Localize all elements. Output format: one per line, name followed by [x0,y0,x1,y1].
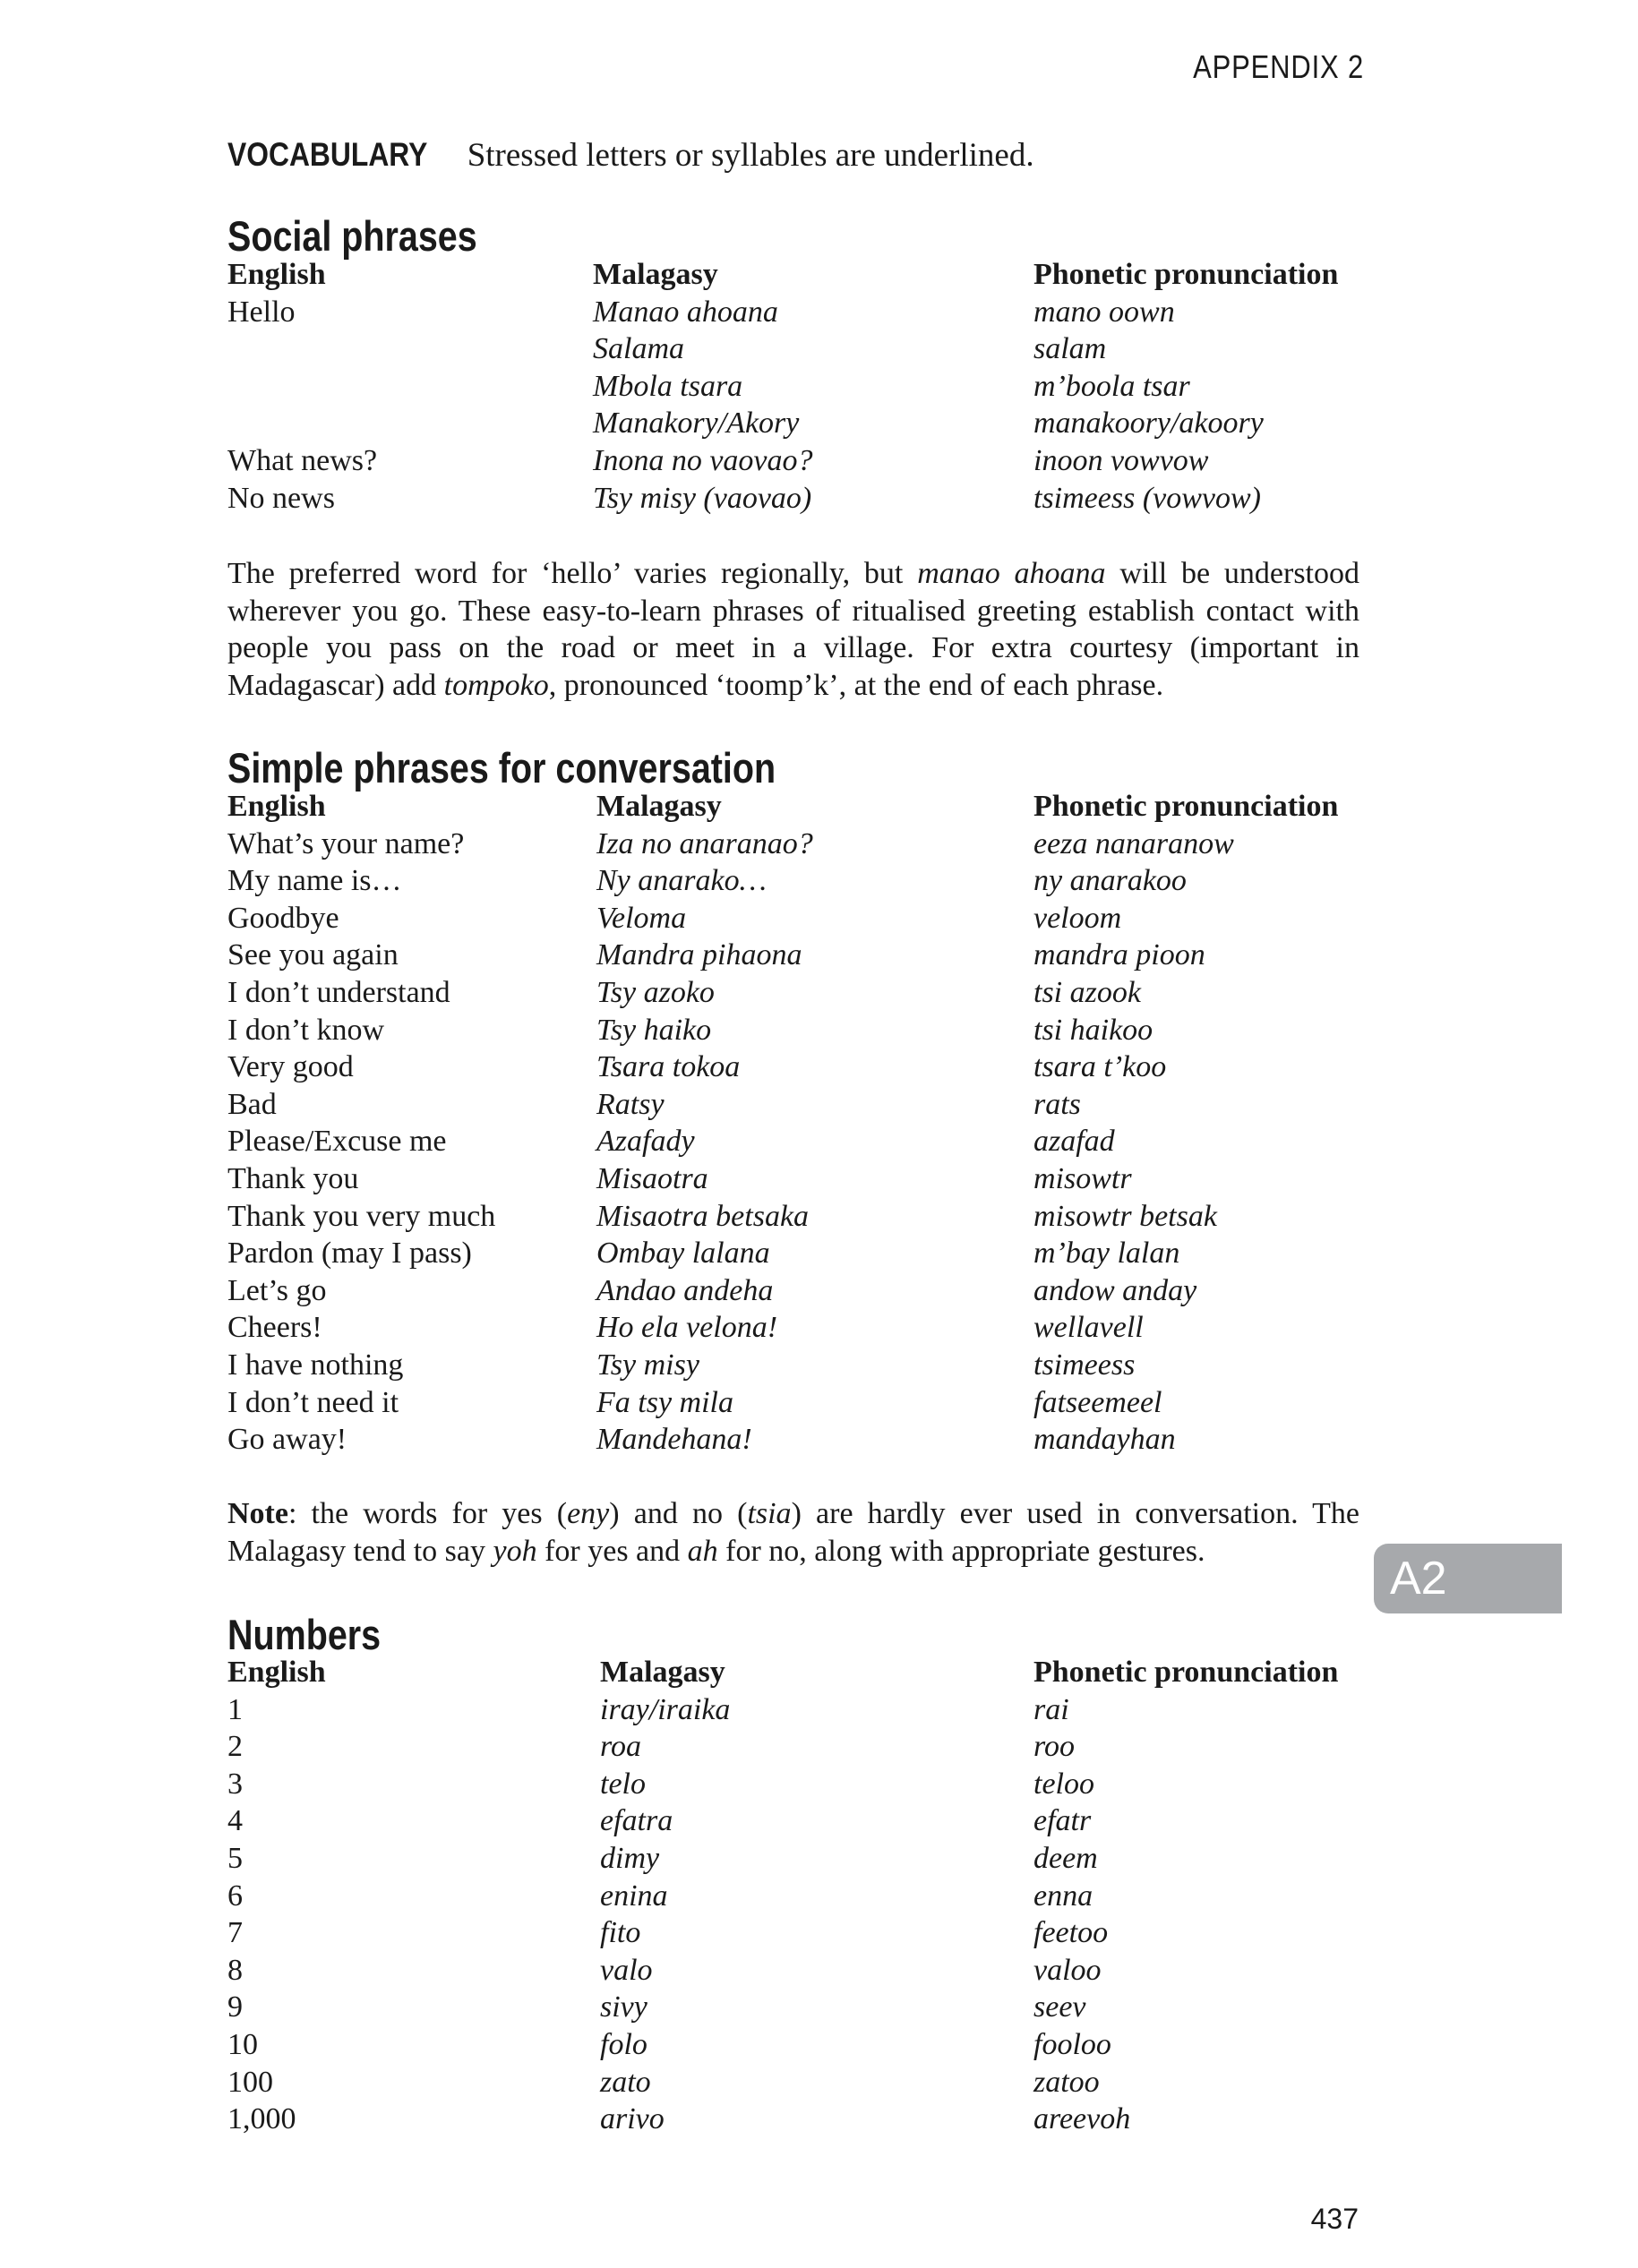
english-cell: My name is… [227,864,402,898]
english-cell: 1 [227,1692,243,1726]
english-cell: 8 [227,1953,243,1987]
phonetic-cell: tsi azook [1033,975,1141,1009]
english-cell: 9 [227,1990,243,2024]
english-cell: 5 [227,1841,243,1875]
phonetic-cell: areevoh [1033,2102,1131,2136]
phonetic-cell: rats [1033,1087,1081,1121]
note-paragraph: Note: the words for yes (eny) and no (tsia) are hardly ever used in conversation. The Malagasy tend to say yoh for yes and ah for no, along with appropriate gestures. [227,1497,1359,1568]
english-cell: See you again [227,938,399,972]
english-cell: What news? [227,443,378,477]
phonetic-cell: tsi haikoo [1033,1013,1153,1047]
greeting-paragraph: The preferred word for ‘hello’ varies regionally, but manao ahoana will be understood wherever you go. These easy-to-learn phrases of ritualised greeting establish contact with people you pass on the road or meet in a village. For extra courtesy (important in Madagascar) add tompoko, pronounced ‘toomp’k’, at the end of each phrase. [227,557,1360,702]
english-cell: Thank you very much [227,1199,496,1233]
english-cell: Cheers! [227,1311,322,1345]
vocabulary-label: VOCABULARY [227,136,428,173]
malagasy-cell: Mandra pihaona [596,938,802,972]
malagasy-cell: Tsy haiko [596,1013,712,1047]
english-cell: Very good [227,1050,354,1084]
english-cell: 1,000 [227,2102,296,2136]
english-cell: 2 [227,1730,243,1764]
english-cell: I don’t need it [227,1385,399,1419]
phonetic-cell: teloo [1033,1767,1094,1801]
column-header-malagasy: Malagasy [596,790,722,823]
phonetic-cell: tsimeess (vowvow) [1033,481,1262,515]
appendix-side-tab: A2 [1374,1544,1562,1613]
running-head: APPENDIX 2 [1192,48,1364,85]
column-header-english: English [227,790,326,823]
malagasy-cell: Ho ela velona! [596,1311,778,1345]
conversation-title: Simple phrases for conversation [227,744,776,792]
malagasy-cell: arivo [600,2102,665,2136]
phonetic-cell: misowtr betsak [1033,1199,1217,1233]
column-header-malagasy: Malagasy [600,1656,725,1689]
vocabulary-intro [227,136,1034,175]
english-cell: Pardon (may I pass) [227,1237,472,1271]
malagasy-cell: Misaotra betsaka [596,1199,810,1233]
english-cell: I don’t understand [227,975,450,1009]
phonetic-cell: salam [1033,332,1107,366]
vocabulary-description: Stressed letters or syllables are underlined. [467,137,1034,174]
malagasy-cell: telo [600,1767,646,1801]
english-cell: Goodbye [227,901,339,935]
phonetic-cell: fatseemeel [1033,1385,1162,1419]
english-cell: 100 [227,2065,273,2099]
page-number: 437 [1310,2203,1359,2235]
numbers-title: Numbers [227,1611,382,1658]
malagasy-cell: enina [600,1879,668,1913]
phonetic-cell: mandra pioon [1033,938,1205,972]
english-cell: 7 [227,1916,243,1950]
malagasy-cell: zato [600,2065,651,2099]
column-header-malagasy: Malagasy [593,258,718,291]
phonetic-cell: zatoo [1033,2065,1100,2099]
phonetic-cell: fooloo [1033,2027,1111,2061]
phonetic-cell: roo [1033,1730,1075,1764]
english-cell: Thank you [227,1161,359,1195]
malagasy-cell: Tsy misy (vaovao) [593,481,812,515]
phonetic-cell: m’boola tsar [1033,369,1190,403]
malagasy-cell: dimy [600,1841,660,1875]
phonetic-cell: m’bay lalan [1033,1237,1180,1271]
column-header-phonetic: Phonetic pronunciation [1033,258,1339,291]
phonetic-cell: efatr [1033,1804,1092,1838]
phonetic-cell: eeza nanaranow [1033,826,1234,860]
phonetic-cell: valoo [1033,1953,1102,1987]
phonetic-cell: misowtr [1033,1161,1132,1195]
malagasy-cell: Mbola tsara [593,369,743,403]
malagasy-cell: efatra [600,1804,673,1838]
english-cell: Please/Excuse me [227,1125,447,1159]
malagasy-cell: Veloma [596,901,687,935]
english-cell: Go away! [227,1423,347,1457]
malagasy-cell: Iza no anaranao? [596,826,813,860]
phonetic-cell: tsara t’koo [1033,1050,1167,1084]
malagasy-cell: roa [600,1730,641,1764]
phonetic-cell: wellavell [1033,1311,1144,1345]
phonetic-cell: tsimeess [1033,1348,1136,1382]
english-cell: Bad [227,1087,277,1121]
malagasy-cell: fito [600,1916,641,1950]
phonetic-cell: ny anarakoo [1033,864,1187,898]
malagasy-cell: Ratsy [596,1087,665,1121]
english-cell: Hello [227,295,296,329]
malagasy-cell: Tsy misy [596,1348,699,1382]
english-cell: Let’s go [227,1273,327,1307]
phonetic-cell: manakoory/akoory [1033,407,1264,441]
phonetic-cell: seev [1033,1990,1086,2024]
malagasy-cell: Manakory/Akory [593,407,800,441]
malagasy-cell: Tsara tokoa [596,1050,741,1084]
phonetic-cell: andow anday [1033,1273,1197,1307]
english-cell: What’s your name? [227,826,465,860]
malagasy-cell: Andao andeha [596,1273,774,1307]
column-header-phonetic: Phonetic pronunciation [1033,790,1339,823]
column-header-phonetic: Phonetic pronunciation [1033,1656,1339,1689]
social-phrases-title: Social phrases [227,212,477,260]
english-cell: 6 [227,1879,243,1913]
phonetic-cell: deem [1033,1841,1098,1875]
malagasy-cell: Ombay lalana [596,1237,770,1271]
english-cell: No news [227,481,335,515]
phonetic-cell: mano oown [1033,295,1175,329]
malagasy-cell: Fa tsy mila [596,1385,733,1419]
phonetic-cell: enna [1033,1879,1093,1913]
phonetic-cell: mandayhan [1033,1423,1176,1457]
malagasy-cell: valo [600,1953,653,1987]
malagasy-cell: Tsy azoko [596,975,715,1009]
english-cell: 3 [227,1767,243,1801]
phonetic-cell: rai [1033,1692,1069,1726]
phonetic-cell: azafad [1033,1125,1115,1159]
english-cell: I don’t know [227,1013,385,1047]
malagasy-cell: Azafady [596,1125,695,1159]
malagasy-cell: Inona no vaovao? [593,443,813,477]
malagasy-cell: Misaotra [596,1161,708,1195]
english-cell: 4 [227,1804,243,1838]
malagasy-cell: iray/iraika [600,1692,731,1726]
malagasy-cell: sivy [600,1990,647,2024]
malagasy-cell: Salama [593,332,684,366]
english-cell: 10 [227,2027,258,2061]
phonetic-cell: feetoo [1033,1916,1109,1950]
malagasy-cell: Ny anarako… [596,864,767,898]
column-header-english: English [227,1656,326,1689]
english-cell: I have nothing [227,1348,404,1382]
phonetic-cell: veloom [1033,901,1122,935]
phonetic-cell: inoon vowvow [1033,443,1209,477]
column-header-english: English [227,258,326,291]
malagasy-cell: Manao ahoana [593,295,778,329]
malagasy-cell: Mandehana! [596,1423,752,1457]
malagasy-cell: folo [600,2027,647,2061]
